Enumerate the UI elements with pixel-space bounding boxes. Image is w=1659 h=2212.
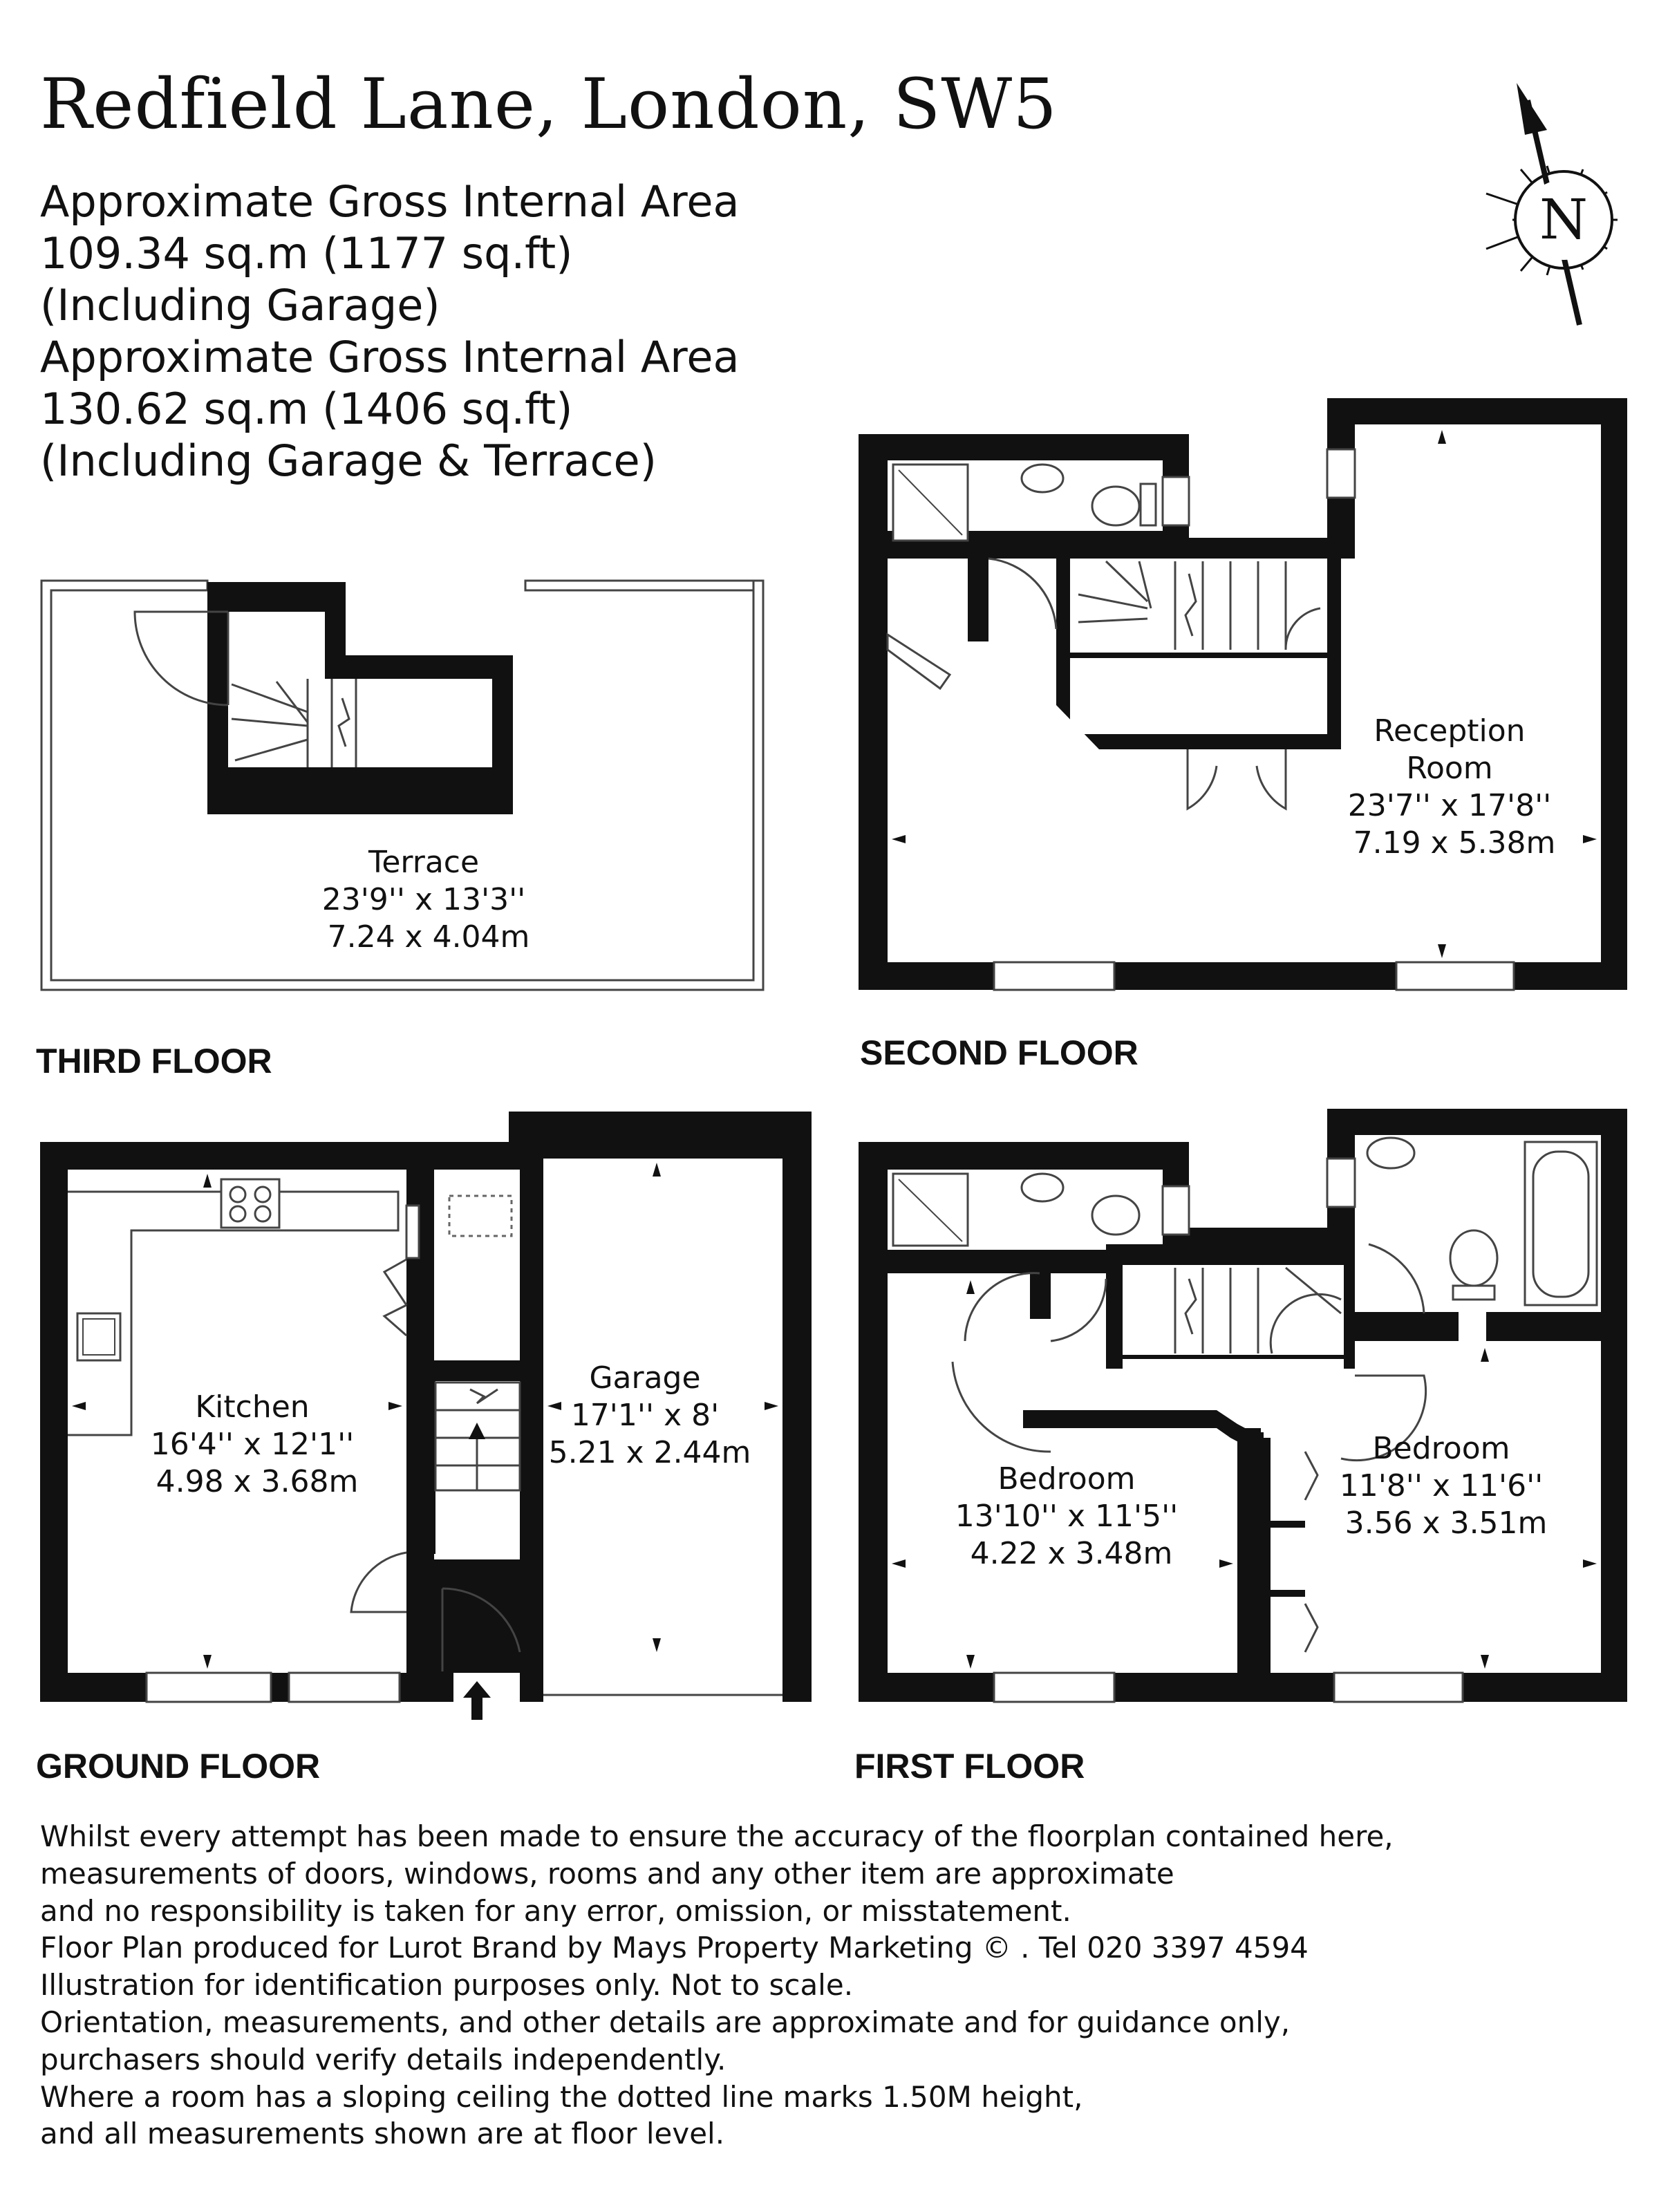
window <box>1327 449 1355 498</box>
floor-label-second: SECOND FLOOR <box>860 1033 1138 1072</box>
door-swing <box>351 1553 406 1612</box>
svg-text:Bedroom 13'10'' x 11'5'' <box>955 1461 1188 1571</box>
garage-metric: 5.21 x 2.44m <box>548 1435 751 1470</box>
area-line: (Including Garage & Terrace) <box>40 435 657 486</box>
compass <box>1486 83 1618 325</box>
floor-label-third: THIRD FLOOR <box>36 1042 272 1080</box>
bedroom1-name: Bedroom <box>997 1461 1136 1497</box>
terrace-metric: 7.24 x 4.04m <box>327 919 530 955</box>
window <box>994 962 1114 990</box>
window <box>994 1673 1114 1702</box>
bedroom1-metric: 4.22 x 3.48m <box>970 1536 1173 1571</box>
page-title: Redfield Lane, London, SW5 <box>40 64 1058 144</box>
toilet-icon <box>1450 1230 1497 1286</box>
window <box>1163 477 1189 525</box>
bedroom-partition-wall <box>1023 1410 1258 1449</box>
kitchen-metric: 4.98 x 3.68m <box>156 1464 359 1499</box>
floor-label-ground: GROUND FLOOR <box>36 1747 321 1785</box>
disclaimer-line: and all measurements shown are at floor level. <box>40 2117 725 2151</box>
disclaimer-line: Where a room has a sloping ceiling the dotted line marks 1.50M height, <box>40 2079 1083 2114</box>
disclaimer <box>40 1818 1394 2153</box>
disclaimer-line: Illustration for identification purposes only. Not to scale. <box>40 1968 854 2003</box>
washbasin-icon <box>1367 1138 1414 1168</box>
washbasin-icon <box>1022 1174 1063 1201</box>
bedroom2-name: Bedroom <box>1372 1431 1510 1466</box>
door-swing <box>1051 1279 1106 1341</box>
disclaimer-line: measurements of doors, windows, rooms and any other item are approximate <box>40 1856 1174 1891</box>
bedroom2-metric: 3.56 x 3.51m <box>1344 1506 1548 1541</box>
area-line: Approximate Gross Internal Area <box>40 176 740 227</box>
terrace-imperial: 23'9'' x 13'3'' <box>321 882 526 917</box>
bedroom2-imperial: 11'8'' x 11'6'' <box>1339 1468 1544 1503</box>
svg-text:Bedroom 11'8'' x 11'6'' <box>1340 1431 1553 1541</box>
kitchen-name: Kitchen <box>195 1389 310 1425</box>
area-line: 109.34 sq.m (1177 sq.ft) <box>40 228 573 279</box>
staircase-icon <box>232 679 356 767</box>
cupboard-door-swing <box>888 635 950 688</box>
disclaimer-line: purchasers should verify details independently. <box>40 2042 727 2077</box>
toilet-icon <box>1092 487 1139 525</box>
disclaimer-line: Orientation, measurements, and other details are approximate and for guidance only, <box>40 2005 1291 2039</box>
second-floor-plan <box>859 398 1627 990</box>
terrace-name: Terrace <box>368 845 480 880</box>
bedroom-door-swing <box>953 1362 1051 1452</box>
window <box>1327 1159 1355 1207</box>
double-door-swing <box>1188 749 1286 809</box>
toilet-icon <box>1092 1196 1139 1235</box>
reception-name-line1: Reception <box>1374 713 1526 749</box>
svg-text:Garage 17'1'' x 8' 5.2 <box>549 1360 751 1470</box>
area-line: Approximate Gross Internal Area <box>40 332 740 382</box>
disclaimer-line: Whilst every attempt has been made to ensure the accuracy of the floorplan contained here, <box>40 1819 1394 1853</box>
disclaimer-line: and no responsibility is taken for any error, omission, or misstatement. <box>40 1893 1071 1928</box>
svg-text:Kitchen 16'4'' x 12'1'' <box>151 1389 364 1499</box>
svg-text:Terrace 23'9'' x 13'3'' <box>322 845 536 955</box>
hob-icon <box>221 1179 279 1228</box>
window <box>1163 1186 1189 1235</box>
area-line: (Including Garage) <box>40 280 440 330</box>
door-swing <box>965 1273 1040 1341</box>
window <box>1334 1673 1463 1702</box>
window <box>406 1206 419 1258</box>
first-floor-plan <box>859 1109 1627 1702</box>
garage-imperial: 17'1'' x 8' <box>570 1398 720 1433</box>
window <box>289 1673 400 1702</box>
window <box>147 1673 271 1702</box>
svg-text:Reception Room 23'7'' <box>1348 713 1562 861</box>
cupboard-door-swing <box>384 1259 406 1335</box>
reception-name-line2: Room <box>1406 751 1493 786</box>
kitchen-imperial: 16'4'' x 12'1'' <box>150 1427 355 1462</box>
washbasin-icon <box>1022 465 1063 492</box>
bedroom1-imperial: 13'10'' x 11'5'' <box>955 1499 1179 1534</box>
window <box>1396 962 1514 990</box>
reception-imperial: 23'7'' x 17'8'' <box>1347 788 1552 823</box>
dotted-appliance <box>449 1196 512 1236</box>
area-line: 130.62 sq.m (1406 sq.ft) <box>40 384 573 434</box>
compass-north-label: N <box>1539 187 1588 252</box>
floor-label-first: FIRST FLOOR <box>854 1747 1085 1785</box>
reception-metric: 7.19 x 5.38m <box>1353 825 1556 861</box>
wardrobe-doors <box>1305 1452 1318 1652</box>
sink-icon <box>77 1313 120 1360</box>
door-swing <box>988 559 1056 629</box>
disclaimer-line: Floor Plan produced for Lurot Brand by Mays Property Marketing © . Tel 020 3397 4594 <box>40 1931 1309 1965</box>
garage-name: Garage <box>589 1360 701 1396</box>
